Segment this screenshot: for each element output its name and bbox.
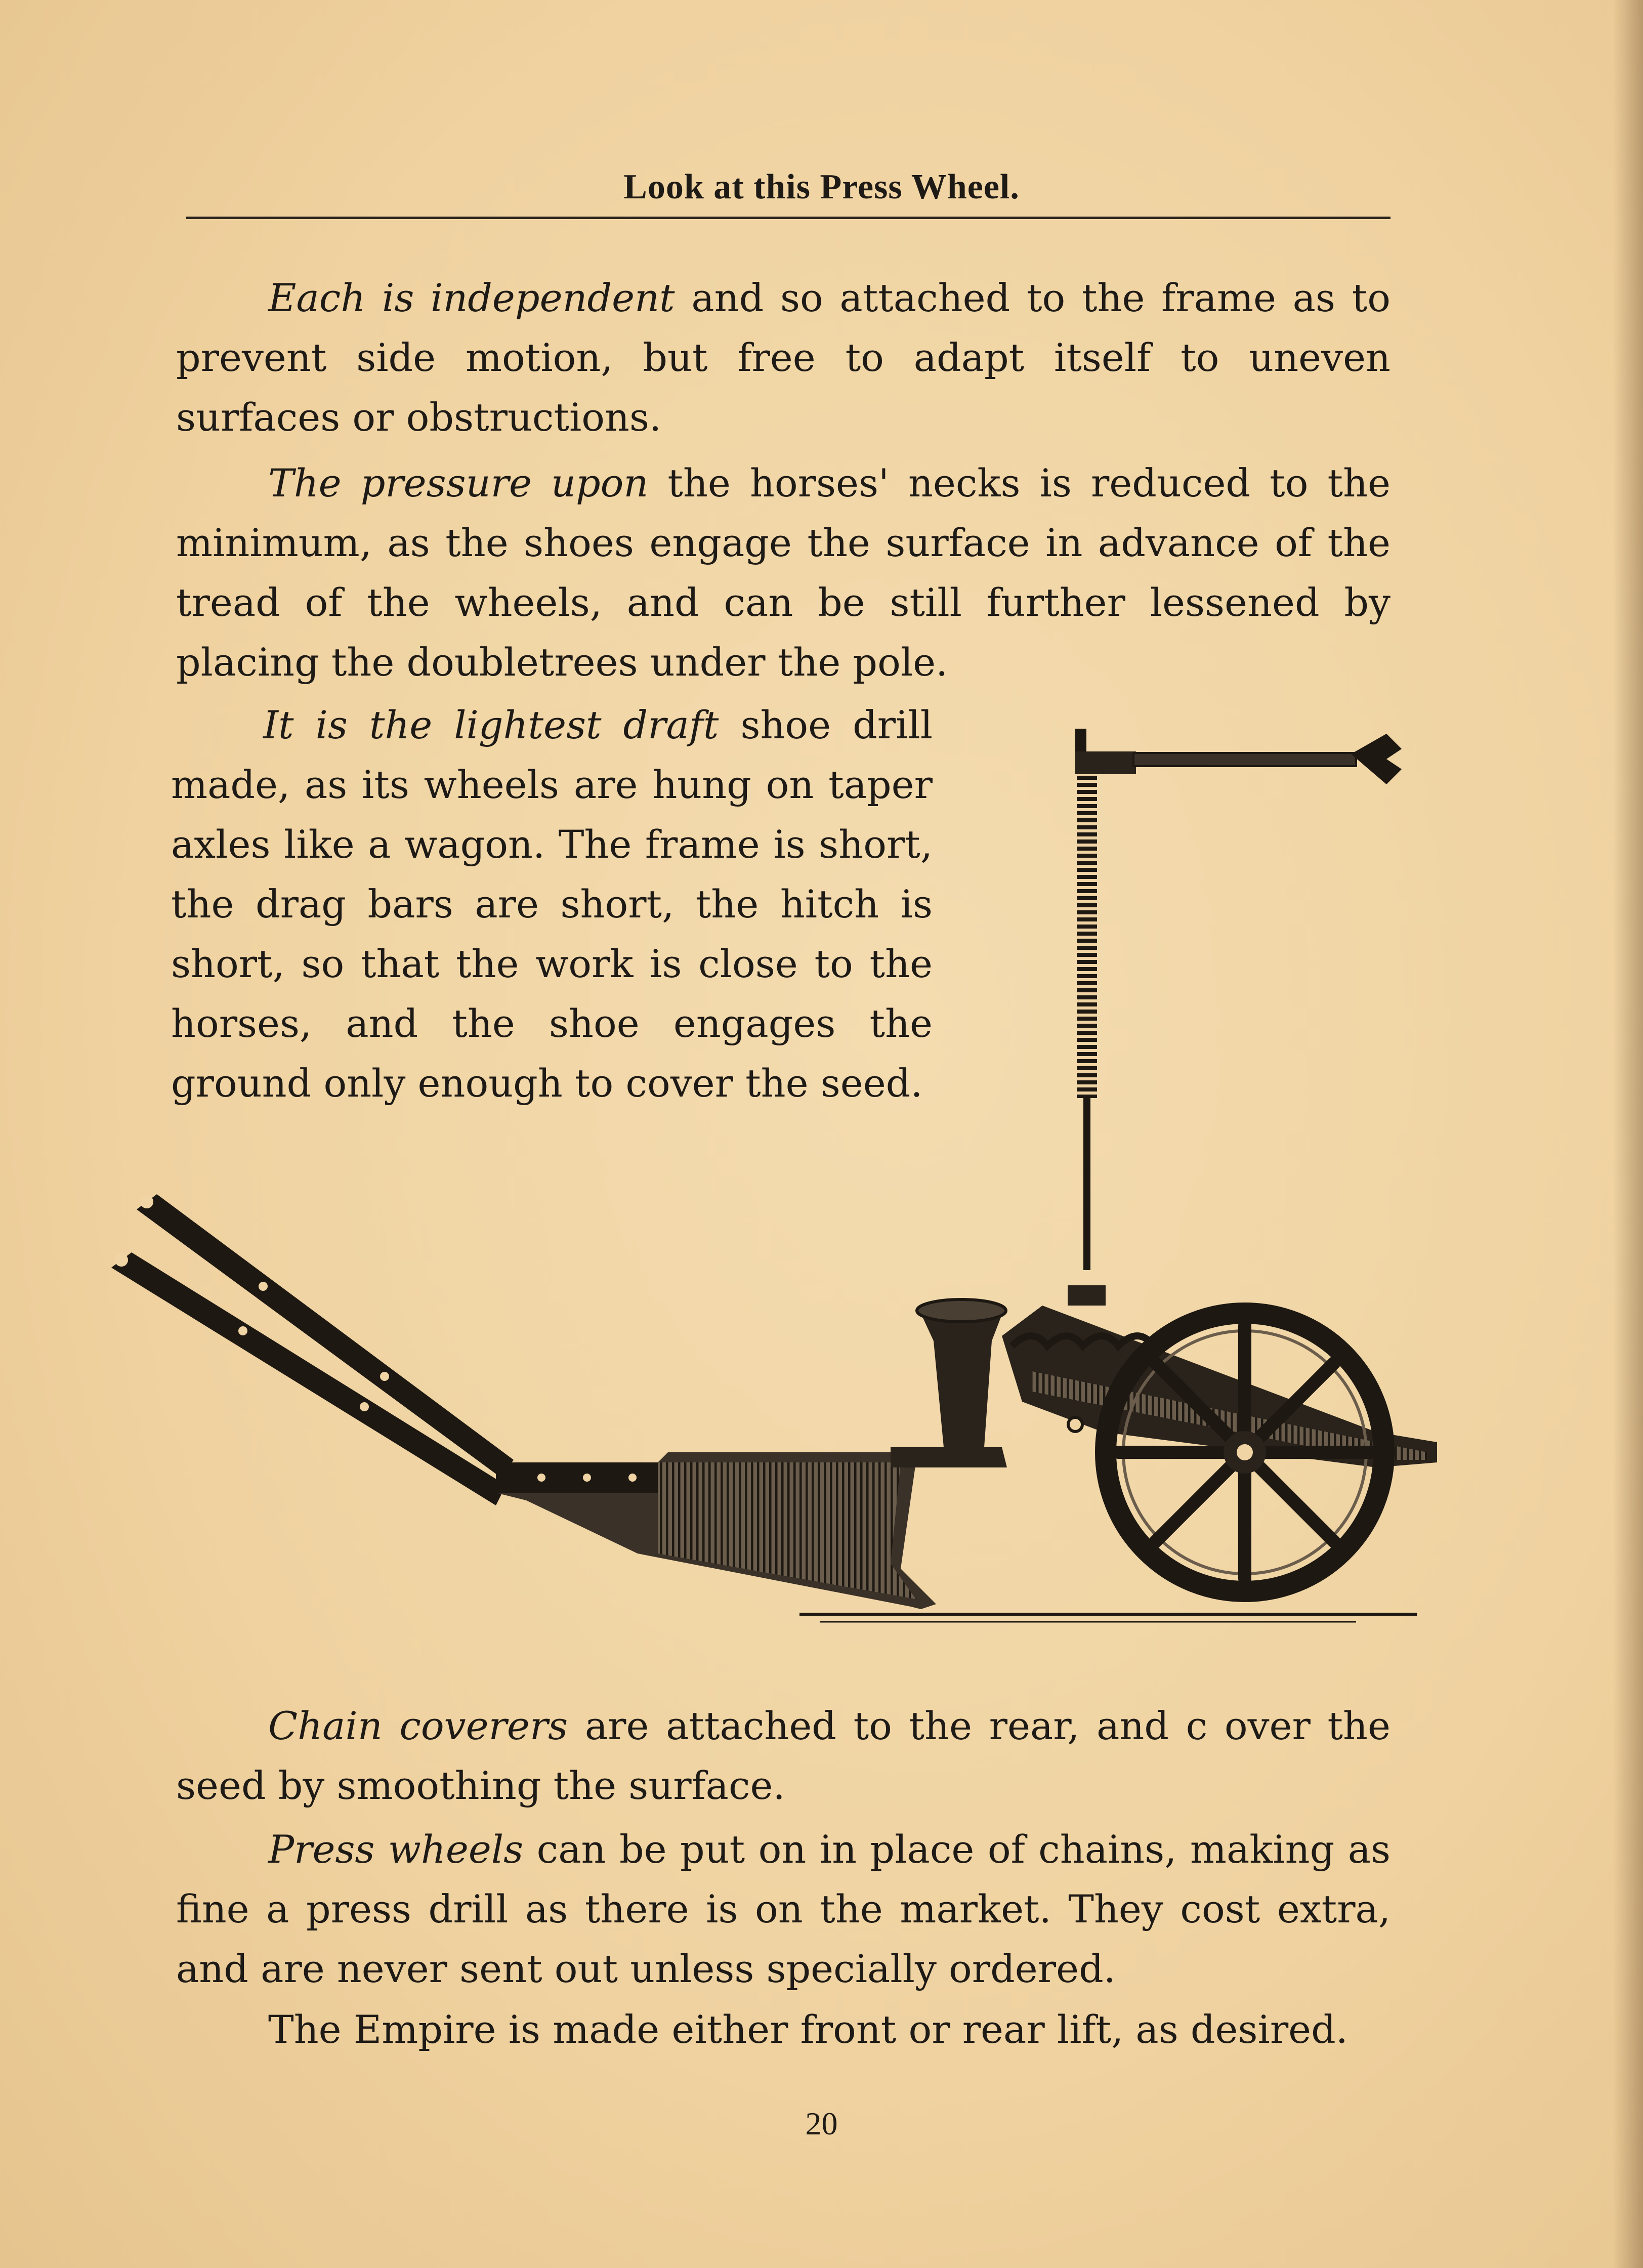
paragraph-lead: Press wheels [268, 1827, 524, 1872]
page-edge-shadow [1613, 0, 1643, 2268]
shoe-blade [496, 1452, 936, 1609]
page-number: 20 [805, 2106, 838, 2141]
paragraph-body: and so attached to the frame as to prevent side motion, but free to adapt itself to uneven surfaces or obstructions. [176, 275, 1391, 440]
drag-bar-lower [111, 1252, 506, 1505]
paragraph-independent [176, 268, 1391, 447]
shoe-drill-illustration [101, 703, 1442, 1680]
paragraph-body: shoe drill made, as its wheels are hung on taper axles like a wagon. The frame is short, the drag bars are short, the hitch is short, so that the work is close to the horses, and the shoe engages the ground only enough to cover the seed. [171, 702, 933, 1106]
paragraph-pressure [176, 453, 1391, 692]
paragraph-body: are attached to the rear, and c over the seed by smoothing the surface. [176, 1703, 1391, 1808]
paragraph-lead: The pressure upon [268, 460, 649, 506]
ground-line [799, 1614, 1417, 1622]
paragraph-lead: It is the lightest draft [263, 702, 719, 747]
press-wheel [1106, 1313, 1384, 1591]
header-rule [186, 217, 1391, 219]
paragraph-empire-lift [176, 2000, 1391, 2060]
running-header: Look at this Press Wheel. [623, 167, 1020, 206]
paragraph-body: can be put on in place of chains, making as fine a press drill as there is on the market. They cost extra, and are never sent out unless specially ordered. [176, 1827, 1391, 1991]
seed-tube [891, 1299, 1007, 1467]
drag-bar-upper [137, 1194, 514, 1478]
paragraph-lead: Chain coverers [268, 1703, 568, 1748]
paragraph-press-wheels [176, 1820, 1391, 1999]
paragraph-body: the horses' necks is reduced to the minimum, as the shoes engage the surface in advance of the tread of the wheels, and can be still further lessened by placing the doubletrees under the pole. [176, 460, 1391, 685]
lifter-spring-rod [1068, 729, 1402, 1306]
paragraph-body: The Empire is made either front or rear lift, as desired. [268, 2007, 1348, 2052]
paragraph-chain-coverers [176, 1696, 1391, 1816]
paragraph-lead: Each is independent [268, 275, 675, 320]
